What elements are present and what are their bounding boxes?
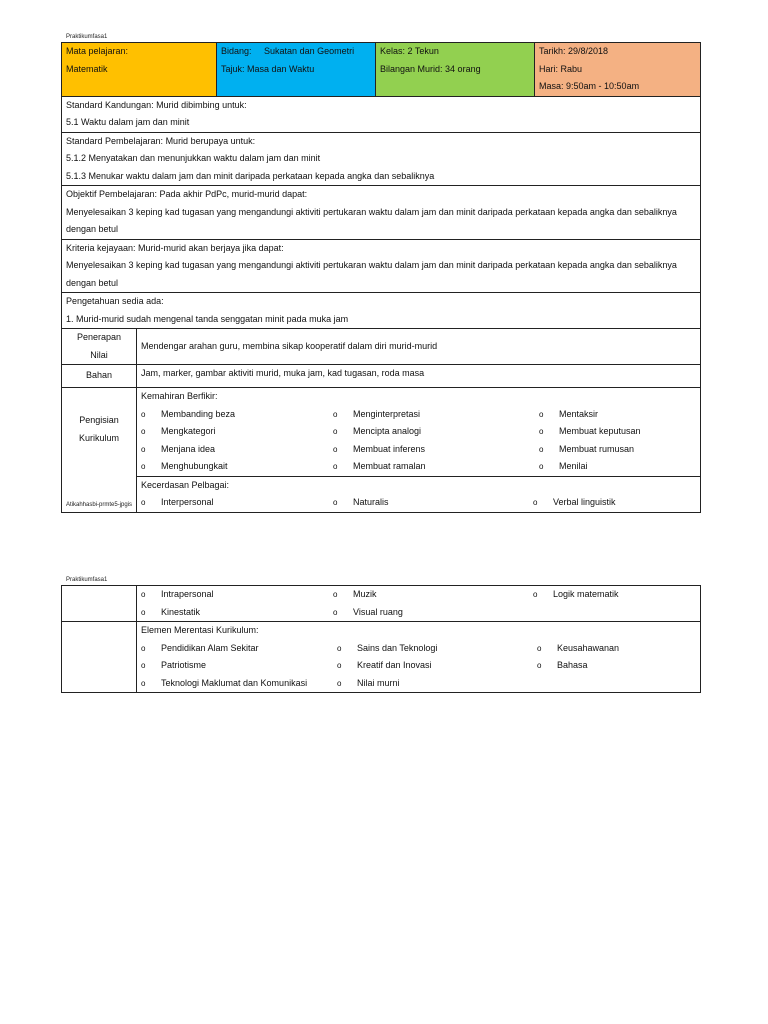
bullet-icon: o bbox=[141, 444, 146, 454]
kecerdasan-p2-item bbox=[333, 586, 533, 604]
kemahiran-item bbox=[141, 441, 333, 459]
nilai-label: Nilai bbox=[90, 349, 108, 360]
elemen-item bbox=[141, 657, 337, 675]
bullet-icon: o bbox=[337, 661, 342, 670]
kriteria-cell bbox=[62, 239, 701, 293]
objektif-cell bbox=[62, 186, 701, 240]
standard-kandungan-label: Standard Kandungan: Murid dibimbing untuk: bbox=[66, 99, 247, 110]
pengetahuan-item: 1. Murid-murid sudah mengenal tanda senggatan minit pada muka jam bbox=[66, 313, 349, 324]
bullet-icon: o bbox=[141, 409, 146, 419]
mata-pelajaran-value: Matematik bbox=[66, 63, 108, 74]
kecerdasan-text: Interpersonal bbox=[161, 497, 214, 507]
penerapan-label: Penerapan bbox=[76, 332, 122, 342]
kecerdasan-text: Naturalis bbox=[353, 497, 389, 507]
kecerdasan-p2-text: Intrapersonal bbox=[161, 589, 214, 599]
bullet-icon: o bbox=[141, 590, 146, 599]
kemahiran-text: Menginterpretasi bbox=[353, 408, 421, 419]
bullet-icon: o bbox=[141, 643, 146, 653]
bidang: Bidang: Sukatan dan Geometri bbox=[221, 46, 355, 56]
elemen-list bbox=[141, 640, 700, 693]
kecerdasan-p2-item bbox=[141, 604, 333, 622]
kemahiran-item bbox=[141, 423, 333, 441]
elemen-item bbox=[337, 640, 537, 658]
kecerdasan-p2-item bbox=[333, 604, 533, 622]
kemahiran-text: Menghubungkait bbox=[161, 461, 228, 471]
bullet-icon: o bbox=[333, 590, 338, 599]
bullet-icon: o bbox=[533, 590, 538, 599]
kemahiran-text: Mengkategori bbox=[161, 426, 216, 436]
pengisian-label: Pengisian bbox=[79, 415, 119, 425]
kelas-cell bbox=[376, 43, 535, 97]
bahan-text: Jam, marker, gambar aktiviti murid, muka jam, kad tugasan, roda masa bbox=[141, 368, 425, 378]
kemahiran-item bbox=[539, 458, 699, 476]
elemen-text: Teknologi Maklumat dan Komunikasi bbox=[161, 677, 308, 688]
elemen-cell bbox=[137, 622, 701, 693]
kecerdasan-item bbox=[533, 494, 699, 512]
kecerdasan-list bbox=[141, 494, 700, 512]
bullet-icon: o bbox=[141, 607, 146, 617]
kecerdasan-text: Verbal linguistik bbox=[553, 497, 616, 507]
mata-pelajaran-cell bbox=[62, 43, 217, 97]
kemahiran-item bbox=[141, 406, 333, 424]
bidang-cell bbox=[217, 43, 376, 97]
standard-pembelajaran-item-1: 5.1.2 Menyatakan dan menunjukkan waktu dalam jam dan minit bbox=[66, 153, 321, 163]
kemahiran-text: Mentaksir bbox=[559, 408, 599, 419]
objektif-label: Objektif Pembelajaran: Pada akhir PdPc, murid-murid dapat: bbox=[66, 189, 308, 199]
elemen-text: Kreatif dan Inovasi bbox=[357, 660, 432, 670]
pengetahuan-label: Pengetahuan sedia ada: bbox=[66, 296, 164, 306]
bullet-icon: o bbox=[141, 661, 146, 670]
kecerdasan-cell-p2 bbox=[137, 586, 701, 622]
bullet-icon: o bbox=[539, 409, 544, 419]
bullet-icon: o bbox=[533, 498, 538, 507]
penerapan-nilai-text: Mendengar arahan guru, membina sikap kooperatif dalam diri murid-murid bbox=[141, 340, 438, 351]
bullet-icon: o bbox=[539, 462, 544, 471]
elemen-text: Pendidikan Alam Sekitar bbox=[161, 642, 259, 653]
kecerdasan-p2-row bbox=[141, 604, 700, 622]
kecerdasan-p2-text: Kinestatik bbox=[161, 606, 201, 617]
kemahiran-text: Membuat keputusan bbox=[559, 426, 641, 436]
penerapan-nilai-label-cell bbox=[62, 329, 137, 365]
bullet-icon: o bbox=[337, 678, 342, 688]
kemahiran-label: Kemahiran Berfikir: bbox=[141, 391, 218, 401]
kemahiran-text: Membuat rumusan bbox=[559, 443, 635, 454]
kemahiran-item bbox=[141, 458, 333, 476]
elemen-item bbox=[141, 640, 337, 658]
kecerdasan-pelbagai-cell bbox=[137, 476, 701, 512]
elemen-text: Nilai murni bbox=[357, 677, 400, 688]
bullet-icon: o bbox=[141, 498, 146, 507]
standard-pembelajaran-cell bbox=[62, 132, 701, 186]
kecerdasan-p2-item bbox=[141, 586, 333, 604]
kemahiran-text: Membanding beza bbox=[161, 408, 236, 419]
mata-pelajaran-label: Mata pelajaran: bbox=[66, 46, 129, 56]
kemahiran-berfikir-cell bbox=[137, 388, 701, 477]
bullet-icon: o bbox=[141, 462, 146, 471]
kecerdasan-item bbox=[141, 494, 333, 512]
elemen-text: Patriotisme bbox=[161, 660, 207, 670]
kemahiran-text: Mencipta analogi bbox=[353, 426, 422, 436]
kriteria-text: Menyelesaikan 3 keping kad tugasan yang mengandungi aktiviti pertukaran waktu dalam jam dan minit daripada perkataan kepada angka dan sebaliknya dengan betul bbox=[66, 260, 677, 288]
kecerdasan-label-cell-p2 bbox=[62, 586, 137, 622]
elemen-item bbox=[537, 640, 699, 658]
tarikh-cell bbox=[535, 43, 701, 97]
page-footer: Atikahhasbi-prmte5-jpgis bbox=[66, 502, 133, 508]
kemahiran-row bbox=[141, 458, 700, 476]
kecerdasan-p2-row bbox=[141, 586, 700, 604]
standard-kandungan-item: 5.1 Waktu dalam jam dan minit bbox=[66, 117, 190, 127]
lesson-plan-table bbox=[61, 42, 701, 513]
elemen-item bbox=[537, 675, 699, 693]
kemahiran-row bbox=[141, 423, 700, 441]
kecerdasan-item bbox=[333, 494, 533, 512]
bahan-label: Bahan bbox=[85, 370, 113, 381]
masa: Masa: 9:50am - 10:50am bbox=[539, 81, 640, 91]
kemahiran-row bbox=[141, 441, 700, 459]
kemahiran-list bbox=[141, 406, 700, 476]
kemahiran-item bbox=[333, 441, 539, 459]
bullet-icon: o bbox=[141, 678, 146, 688]
kecerdasan-p2-item bbox=[533, 586, 699, 604]
elemen-item bbox=[337, 675, 537, 693]
kemahiran-item bbox=[539, 423, 699, 441]
bullet-icon: o bbox=[539, 427, 544, 436]
bullet-icon: o bbox=[537, 643, 542, 653]
pengisian-label-cell bbox=[62, 388, 137, 513]
kemahiran-text: Menjana idea bbox=[161, 443, 216, 454]
bullet-icon: o bbox=[333, 607, 338, 617]
hari: Hari: Rabu bbox=[539, 63, 583, 74]
kemahiran-text: Membuat ramalan bbox=[353, 461, 426, 471]
kemahiran-item bbox=[539, 441, 699, 459]
bullet-icon: o bbox=[333, 498, 338, 507]
elemen-item bbox=[537, 657, 699, 675]
bullet-icon: o bbox=[333, 427, 338, 436]
kecerdasan-list-p2 bbox=[141, 586, 700, 621]
kecerdasan-row bbox=[141, 494, 700, 512]
bullet-icon: o bbox=[537, 661, 542, 670]
elemen-label-cell bbox=[62, 622, 137, 693]
penerapan-nilai-text-cell bbox=[137, 329, 701, 365]
bullet-icon: o bbox=[333, 444, 338, 454]
kemahiran-item bbox=[333, 423, 539, 441]
bahan-text-cell bbox=[137, 365, 701, 388]
pengetahuan-cell bbox=[62, 293, 701, 329]
kecerdasan-label: Kecerdasan Pelbagai: bbox=[141, 479, 230, 490]
bullet-icon: o bbox=[141, 427, 146, 436]
elemen-row bbox=[141, 640, 700, 658]
kecerdasan-p2-text: Logik matematik bbox=[553, 589, 619, 599]
elemen-item bbox=[141, 675, 337, 693]
elemen-text: Sains dan Teknologi bbox=[357, 642, 438, 653]
page-header: Praktikumfasa1 bbox=[66, 34, 108, 40]
page2-header: Praktikumfasa1 bbox=[66, 577, 108, 583]
bullet-icon: o bbox=[539, 444, 544, 454]
lesson-plan-table-continued bbox=[61, 585, 701, 693]
bahan-label-cell bbox=[62, 365, 137, 388]
kriteria-label: Kriteria kejayaan: Murid-murid akan berjaya jika dapat: bbox=[66, 242, 284, 253]
tajuk: Tajuk: Masa dan Waktu bbox=[221, 63, 315, 74]
bilangan-murid: Bilangan Murid: 34 orang bbox=[380, 63, 481, 74]
elemen-row bbox=[141, 675, 700, 693]
elemen-item bbox=[337, 657, 537, 675]
standard-pembelajaran-item-2: 5.1.3 Menukar waktu dalam jam dan minit daripada perkataan kepada angka dan sebaliknya bbox=[66, 170, 435, 181]
kecerdasan-p2-text: Muzik bbox=[353, 589, 377, 599]
kemahiran-row bbox=[141, 406, 700, 424]
kemahiran-item bbox=[539, 406, 699, 424]
elemen-row bbox=[141, 657, 700, 675]
bullet-icon: o bbox=[333, 462, 338, 471]
kecerdasan-p2-text: Visual ruang bbox=[353, 606, 403, 617]
kurikulum-label: Kurikulum bbox=[78, 432, 119, 443]
kemahiran-text: Menilai bbox=[559, 461, 588, 471]
elemen-text: Bahasa bbox=[557, 660, 588, 670]
elemen-label: Elemen Merentasi Kurikulum: bbox=[141, 625, 259, 635]
elemen-text: Keusahawanan bbox=[557, 642, 620, 653]
kemahiran-item bbox=[333, 406, 539, 424]
bullet-icon: o bbox=[333, 409, 338, 419]
tarikh: Tarikh: 29/8/2018 bbox=[539, 46, 609, 56]
standard-kandungan-cell bbox=[62, 96, 701, 132]
kemahiran-text: Membuat inferens bbox=[353, 443, 426, 454]
kelas: Kelas: 2 Tekun bbox=[380, 46, 439, 56]
objektif-text: Menyelesaikan 3 keping kad tugasan yang mengandungi aktiviti pertukaran waktu dalam jam dan minit daripada perkataan kepada angka dan sebaliknya dengan betul bbox=[66, 206, 677, 234]
kemahiran-item bbox=[333, 458, 539, 476]
kecerdasan-p2-item bbox=[533, 604, 699, 622]
standard-pembelajaran-label: Standard Pembelajaran: Murid berupaya untuk: bbox=[66, 135, 256, 146]
bullet-icon: o bbox=[337, 643, 342, 653]
